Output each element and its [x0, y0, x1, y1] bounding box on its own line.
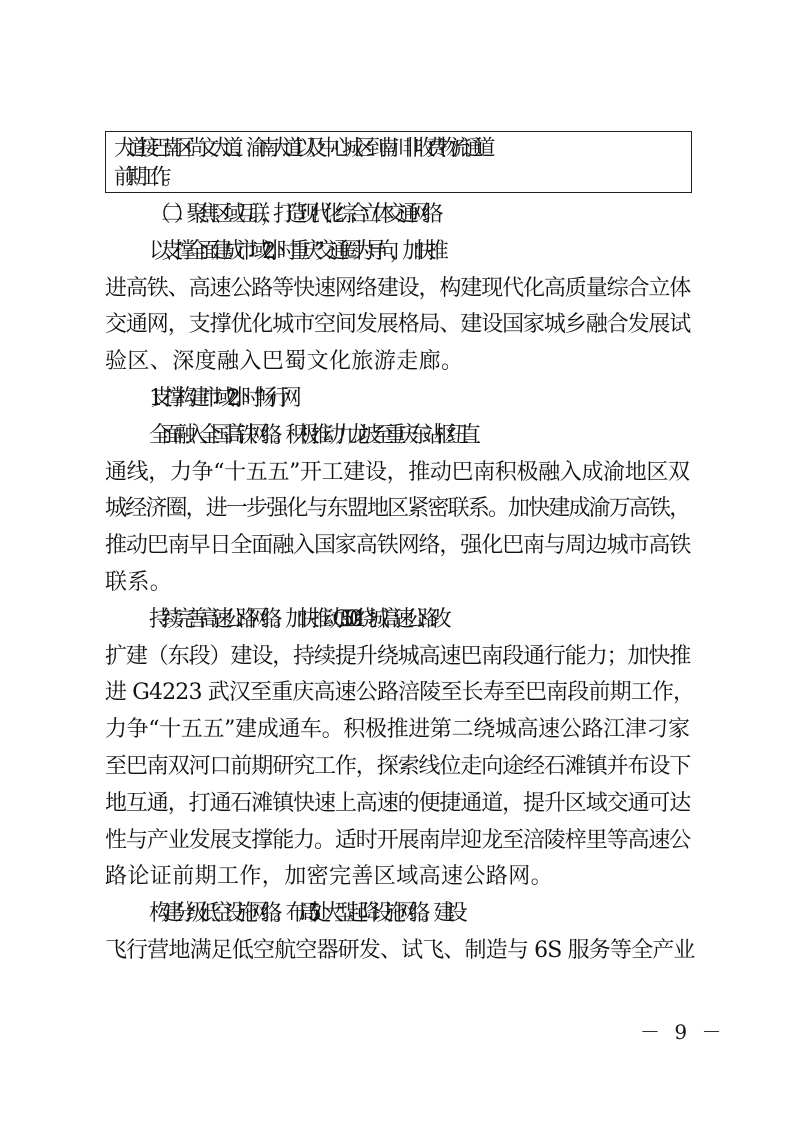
- text-line: 性与产业发展支撑能力。适时开展南岸迎龙至涪陵梓里等高速公: [105, 827, 691, 853]
- boxed-continuation-text: [105, 131, 692, 193]
- text-line: 进高铁、高速公路等快速网络建设，构建现代化高质量综合立体: [105, 275, 691, 301]
- page-number: － 9 －: [640, 1020, 726, 1044]
- text-line: 推动巴南早日全面融入国家高铁网络，强化巴南与周边城市高铁: [105, 533, 691, 559]
- text-line: 力争“十五五”建成通车。积极推进第二绕城高速公路江津刁家: [105, 717, 690, 743]
- paragraph-intro: [105, 234, 695, 381]
- document-body: [105, 197, 695, 970]
- text-line: 验区、深度融入巴蜀文化旅游走廊。: [105, 349, 464, 375]
- paragraph-low-altitude: [105, 896, 695, 970]
- text-line: 通线，力争“十五五”开工建设，推动巴南积极融入成渝地区双: [105, 459, 690, 485]
- paragraph-highway: [105, 602, 695, 896]
- text-line: 地互通，打通石滩镇快速上高速的便捷通道，提升区域交通可达: [105, 790, 691, 816]
- paragraph-rail: [105, 418, 695, 602]
- text-line: 交通网，支撑优化城市空间发展格局、建设国家城乡融合发展试: [105, 312, 691, 338]
- box-line-2: 前期工作。: [114, 165, 175, 190]
- text-line: 持续完善高速公路网络。加快推动 G5001 绕城高速公路改: [149, 606, 443, 632]
- text-line: 扩建（东段）建设，持续提升绕城高速巴南段通行能力；加快推: [105, 643, 691, 669]
- text-line: 以支撑全面建成市域“2 小时重庆”交通圈为导向，加快推: [149, 238, 440, 264]
- text-line: 至巴南双河口前期研究工作，探索线位走向途经石滩镇并布设下: [105, 753, 691, 779]
- text-line: 城经济圈，进一步强化与东盟地区紧密联系。加快建成渝万高铁，: [105, 496, 690, 522]
- text-line: 全面融入全国高铁网络。积极推动九龙坡至重庆东站枢纽直: [149, 422, 472, 448]
- box-line-1: 大道接巴南区尚文大道、渝南大道以及中心城区到南川非收费物流通道: [114, 136, 487, 161]
- text-line: 进 G4223 武汉至重庆高速公路涪陵至长寿至巴南段前期工作，: [105, 680, 695, 706]
- text-line: 构建分级低空设施网络。布局 5 处大型起降设施网络。建设: [149, 901, 459, 927]
- section-heading: （二）聚焦区域互联，打造现代化综合立体交通网络: [149, 202, 435, 227]
- text-line: 路论证前期工作，加密完善区域高速公路网。: [105, 864, 554, 890]
- text-line: 联系。: [105, 569, 173, 595]
- text-line: 飞行营地满足低空航空器研发、试飞、制造与 6S 服务等全产业: [105, 937, 695, 963]
- subheading: 1.支撑构建市域“2 小时”畅行网: [149, 385, 293, 411]
